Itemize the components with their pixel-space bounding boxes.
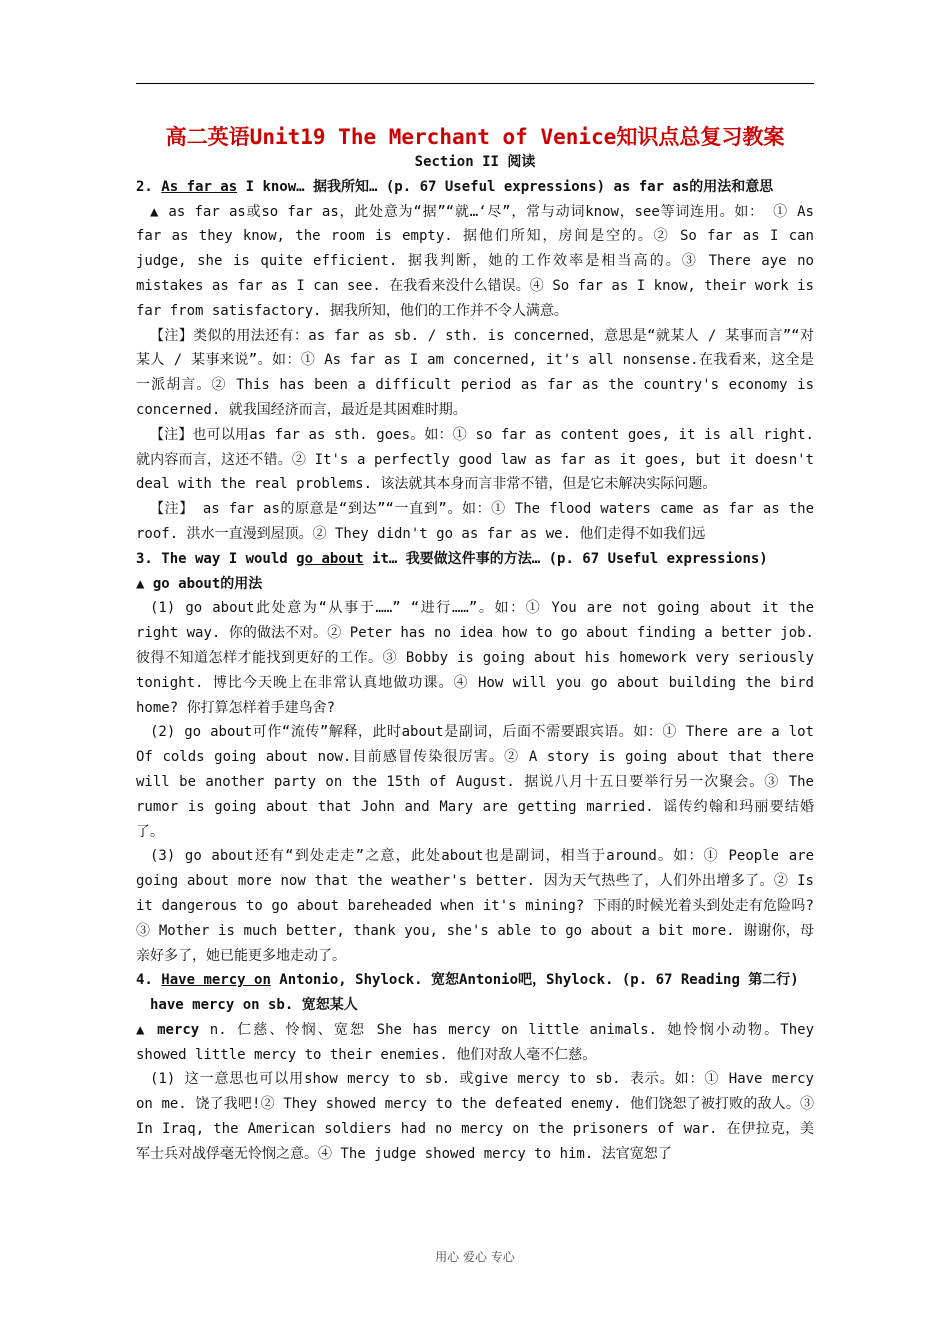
- section-2-number: 2.: [136, 178, 162, 195]
- note-paragraph-2: 【注】也可以用as far as sth. goes。如：① so far as content goes, it is all right.就内容而言，这还不错。② It's a perfectly good law as far as it goes, but it doesn't deal with the real problems. 该法就其本身而言非常不错，但是它未解决实际问题。: [136, 426, 814, 493]
- page-footer: 用心 爱心 专心: [435, 1250, 515, 1264]
- note-paragraph-3: 【注】 as far as的原意是“到达”“一直到”。如：① The flood waters came as far as the roof. 洪水一直漫到屋顶。② They didn't go as far as we. 他们走得不如我们远: [136, 501, 814, 542]
- header-rule: [136, 83, 814, 84]
- section-4-phrase: Have mercy on: [161, 972, 271, 989]
- section-3-subheading: ▲ go about的用法: [136, 575, 263, 592]
- section-3-heading: [136, 547, 814, 572]
- section-3-phrase: go about: [296, 550, 364, 567]
- section-2-heading: [136, 175, 814, 200]
- mercy-usage-1: (1) 这一意思也可以用show mercy to sb. 或give mercy to sb. 表示。如：① Have mercy on me. 饶了我吧!② They showed mercy to the defeated enemy. 他们饶恕了被打败的敌人。③ In Iraq, the American soldiers had no mercy on the prisoners of war. 在伊拉克，美军士兵对战俘毫无怜悯之意。④ The judge showed mercy to him. 法官宽恕了: [136, 1071, 814, 1162]
- go-about-usage-3: (3) go about还有“到处走走”之意，此处about也是副词，相当于around。如：① People are going about more now that the weather's better. 因为天气热些了，人们外出增多了。② Is it dangerous to go about bareheaded when it's mining? 下雨的时候光着头到处走有危险吗? ③ Mother is much better, thank you, she's able to go about a bit more. 谢谢你，母亲好多了，她已能更多地走动了。: [136, 848, 814, 964]
- paragraph-as-far-as: ▲ as far as或so far as，此处意为“据”“就…‘尽”，常与动词know，see等词连用。如： ① As far as they know, the room is empty. 据他们所知，房间是空的。② So far as I can judge, she is quite efficient. 据我判断，她的工作效率是相当高的。③ There aye no mistakes as far as I can see. 在我看来没什么错误。④ So far as I know, their work is far from satisfactory. 据我所知，他们的工作并不令人满意。: [136, 203, 814, 319]
- document-body: [136, 122, 814, 1167]
- section-4-number: 4.: [136, 972, 162, 989]
- go-about-usage-1: (1) go about此处意为“从事于……” “进行……”。如：① You are not going about it the right way. 你的做法不对。② Peter has no idea how to go about finding a better job.彼得不知道怎样才能找到更好的工作。③ Bobby is going about his homework very seriously tonight. 博比今天晚上在非常认真地做功课。④ How will you go about building the bird home? 你打算怎样着手建鸟舍?: [136, 600, 814, 716]
- go-about-usage-2: (2) go about可作“流传”解释，此时about是副词，后面不需要跟宾语。如：① There are a lot Of colds going about now.目前感冒传染很厉害。② A story is going about that there will be another party on the 15th of August. 据说八月十五日要举行另一次聚会。③ The rumor is going about that John and Mary are getting married. 谣传约翰和玛丽要结婚了。: [136, 724, 814, 840]
- section-4-subheading: have mercy on sb. 宽恕某人: [150, 997, 358, 1014]
- mercy-marker: ▲: [136, 1021, 158, 1038]
- mercy-definition-text: n. 仁慈、怜悯、宽恕 She has mercy on little animals. 她怜悯小动物。They showed little mercy to their enemies. 他们对敌人毫不仁慈。: [136, 1021, 814, 1063]
- section-4-heading: [136, 968, 814, 993]
- mercy-word: mercy: [157, 1021, 200, 1038]
- section-3-rest: it… 我要做这件事的方法… (p. 67 Useful expressions): [363, 550, 768, 567]
- section-3-number: 3. The way I would: [136, 550, 297, 567]
- page-title: 高二英语Unit19 The Merchant of Venice知识点总复习教案: [165, 125, 785, 149]
- section-subtitle: Section II 阅读: [414, 154, 536, 170]
- section-2-rest: I know… 据我所知… (p. 67 Useful expressions) as far as的用法和意思: [237, 178, 774, 195]
- note-paragraph-1: 【注】类似的用法还有：as far as sb. / sth. is concerned，意思是“就某人 / 某事而言”“对某人 / 某事来说”。如：① As far as I am concerned, it's all nonsense.在我看来，这全是一派胡言。② This has been a difficult period as far as the country's economy is concerned. 就我国经济而言，最近是其困难时期。: [136, 327, 814, 418]
- mercy-definition: [136, 1018, 814, 1068]
- section-2-phrase: As far as: [161, 178, 238, 195]
- section-4-rest: Antonio, Shylock. 宽恕Antonio吧，Shylock. (p. 67 Reading 第二行): [270, 972, 799, 989]
